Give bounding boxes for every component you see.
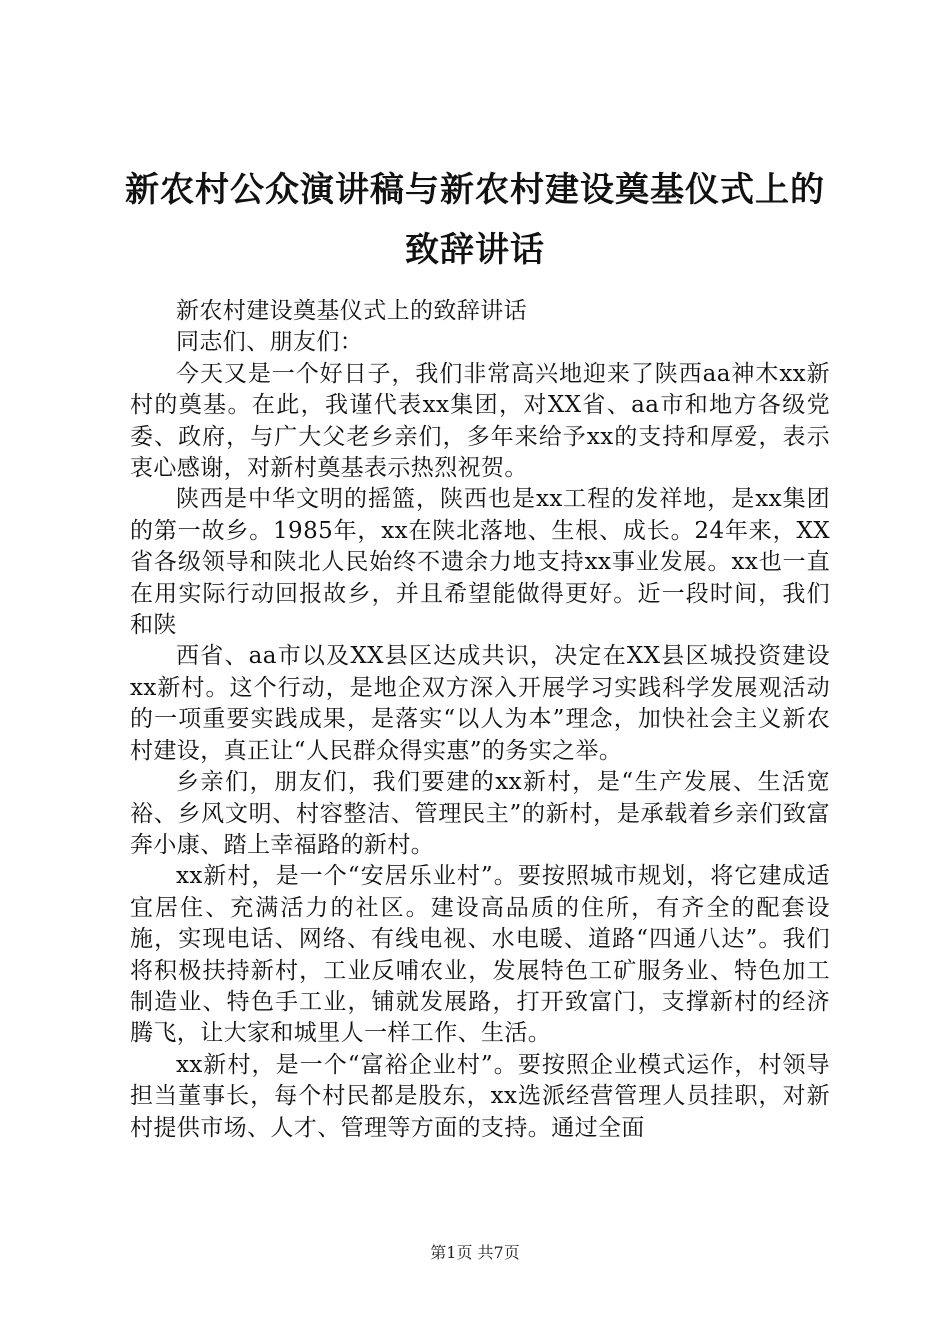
body-paragraph: 陕西是中华文明的摇篮，陕西也是xx工程的发祥地，是xx集团的第一故乡。1985年，xx在陕北落地、生根、成长。24年来，XX省各级领导和陕北人民始终不遗余力地支持xx事业发展。xx也一直在用实际行动回报故乡，并且希望能做得更好。近一段时间，我们和陕 <box>130 486 830 639</box>
body-paragraph: xx新村，是一个“安居乐业村”。要按照城市规划，将它建成适宜居住、充满活力的社区。建设高品质的住所，有齐全的配套设施，实现电话、网络、有线电视、水电暖、道路“四通八达”。我们将积极扶持新村，工业反哺农业，发展特色工矿服务业、特色加工制造业、特色手工业，铺就发展路，打开致富门，支撑新村的经济腾飞，让大家和城里人一样工作、生活。 <box>130 863 830 1047</box>
document-title <box>100 160 850 280</box>
title-line-1: 新农村公众演讲稿与新农村建设奠基仪式上的 <box>125 170 825 210</box>
body-paragraph: 西省、aa市以及XX县区达成共识，决定在XX县区城投资建设xx新村。这个行动，是地企双方深入开展学习实践科学发展观活动的一项重要实践成果，是落实“以人为本”理念，加快社会主义新农村建设，真正让“人民群众得实惠”的务实之举。 <box>130 643 830 764</box>
body-paragraph: 今天又是一个好日子，我们非常高兴地迎来了陕西aa神木xx新村的奠基。在此，我谨代表xx集团，对XX省、aa市和地方各级党委、政府，与广大父老乡亲们，多年来给予xx的支持和厚爱，表示衷心感谢，对新村奠基表示热烈祝贺。 <box>130 360 830 482</box>
body-paragraph: xx新村，是一个“富裕企业村”。要按照企业模式运作，村领导担当董事长，每个村民都是股东，xx选派经营管理人员挂职，对新村提供市场、人才、管理等方面的支持。通过全面 <box>130 1051 830 1141</box>
title-line-2: 致辞讲话 <box>405 230 545 270</box>
document-body <box>130 296 830 1144</box>
salutation-paragraph: 同志们、朋友们： <box>176 329 364 356</box>
body-paragraph: 乡亲们，朋友们，我们要建的xx新村，是“生产发展、生活宽裕、乡风文明、村容整洁、管理民主”的新村，是承载着乡亲们致富奔小康、踏上幸福路的新村。 <box>130 769 830 858</box>
subtitle-paragraph: 新农村建设奠基仪式上的致辞讲话 <box>176 298 527 324</box>
page-number-footer: 第1页 共7页 <box>430 1243 520 1262</box>
